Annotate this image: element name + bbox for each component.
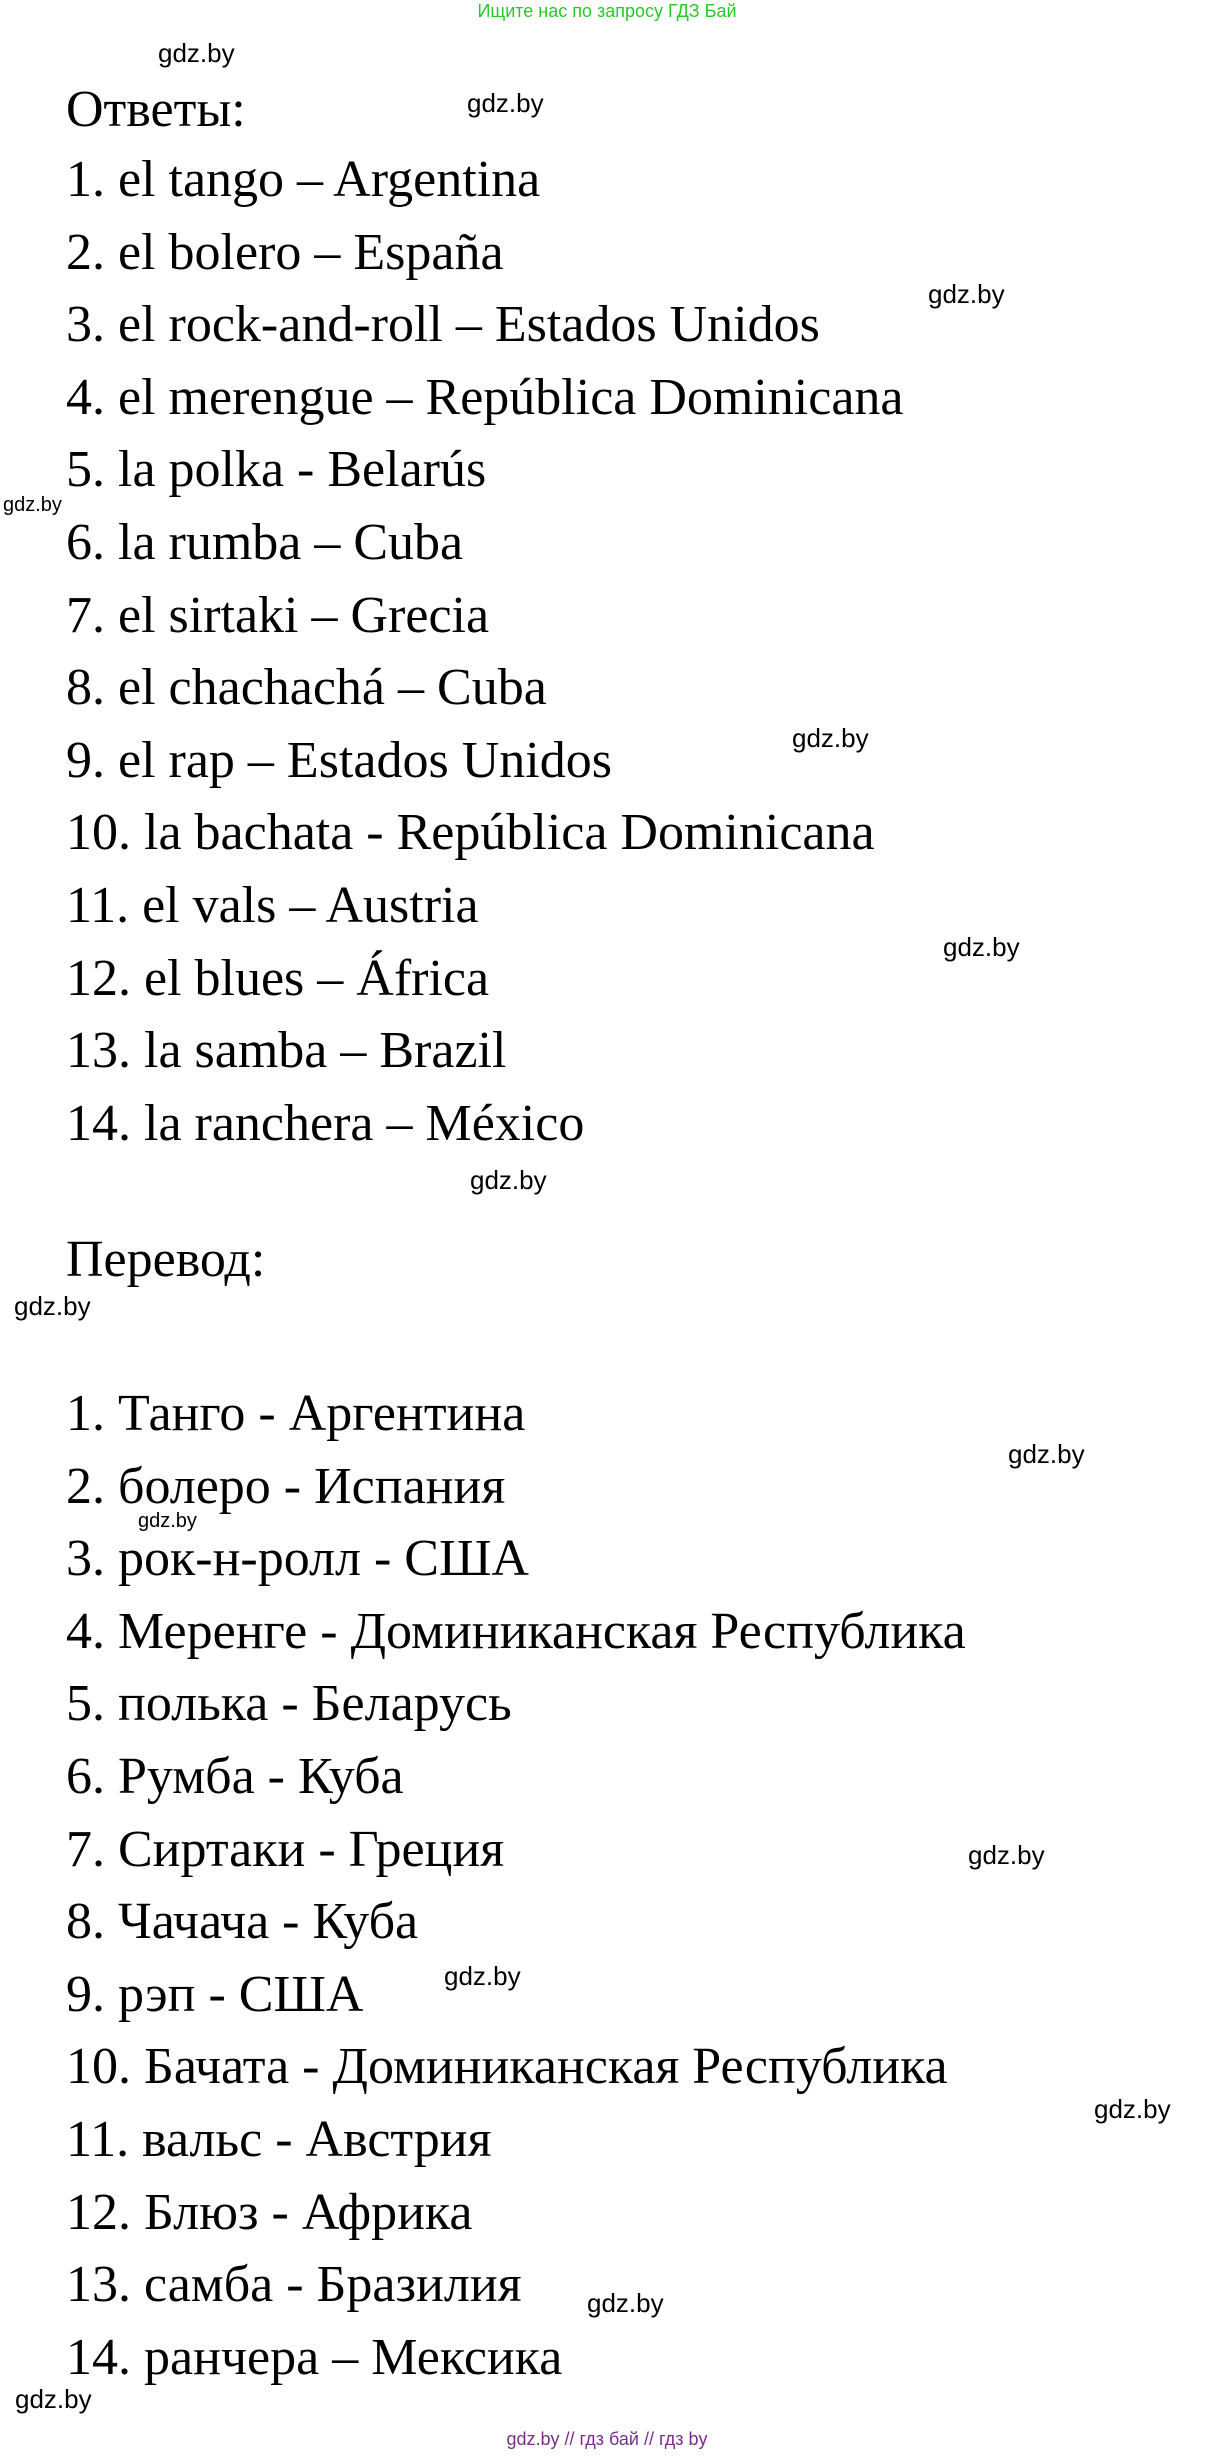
list-item: 2. el bolero – España [66, 223, 504, 281]
list-item: 6. Румба - Куба [66, 1747, 404, 1805]
watermark: gdz.by [943, 932, 1020, 962]
list-item: 2. болеро - Испания [66, 1457, 506, 1515]
list-item: 7. Сиртаки - Греция [66, 1820, 505, 1878]
answers-list [66, 144, 903, 1160]
header-banner[interactable]: Ищите нас по запросу ГДЗ Бай [477, 1, 737, 21]
list-item: 1. el tango – Argentina [66, 151, 541, 208]
translation-title: Перевод: [66, 1231, 266, 1288]
watermark: gdz.by [1008, 1439, 1085, 1469]
watermark: gdz.by [444, 1961, 521, 1991]
list-item: 8. el chachachá – Cuba [66, 659, 547, 717]
list-item: 3. рок-н-ролл - США [66, 1530, 529, 1588]
watermark: gdz.by [470, 1165, 547, 1195]
watermark: gdz.by [1094, 2094, 1171, 2124]
list-item: 12. Блюз - Африка [66, 2183, 473, 2241]
list-item: 10. Бачата - Доминиканская Республика [66, 2038, 948, 2096]
list-item: 12. el blues – África [66, 949, 490, 1007]
list-item: 8. Чачача - Куба [66, 1893, 419, 1951]
watermark: gdz.by [587, 2288, 664, 2318]
list-item: 14. ранчера – Мексика [66, 2328, 563, 2386]
watermark: gdz.by [14, 1291, 91, 1321]
list-item: 7. el sirtaki – Grecia [66, 586, 490, 644]
list-item: 6. la rumba – Cuba [66, 513, 464, 571]
list-item: 11. вальс - Австрия [66, 2110, 492, 2168]
list-item: 11. el vals – Austria [66, 876, 479, 934]
watermark: gdz.by [3, 494, 62, 516]
watermark: gdz.by [15, 2384, 92, 2414]
watermark: gdz.by [138, 1510, 197, 1532]
watermark: gdz.by [158, 38, 235, 68]
list-item: 1. Танго - Аргентина [66, 1385, 526, 1442]
list-item: 13. la samba – Brazil [66, 1022, 507, 1080]
list-item: 4. el merengue – República Dominicana [66, 368, 904, 426]
list-item: 3. el rock-and-roll – Estados Unidos [66, 296, 820, 354]
list-item: 13. самба - Бразилия [66, 2256, 522, 2314]
watermark: gdz.by [968, 1840, 1045, 1870]
list-item: 9. рэп - США [66, 1965, 364, 2023]
list-item: 14. la ranchera – México [66, 1094, 585, 1152]
watermark: gdz.by [928, 279, 1005, 309]
list-item: 5. полька - Беларусь [66, 1675, 512, 1733]
translation-list [66, 1378, 966, 2394]
list-item: 10. la bachata - República Dominicana [66, 804, 875, 862]
footer-banner[interactable]: gdz.by // гдз бай // гдз by [506, 2429, 708, 2449]
list-item: 5. la polka - Belarús [66, 441, 487, 499]
list-item: 9. el rap – Estados Unidos [66, 731, 612, 789]
answers-title: Ответы: [66, 81, 246, 138]
list-item: 4. Меренге - Доминиканская Республика [66, 1602, 966, 1660]
watermark: gdz.by [792, 723, 869, 753]
watermark: gdz.by [467, 88, 544, 118]
